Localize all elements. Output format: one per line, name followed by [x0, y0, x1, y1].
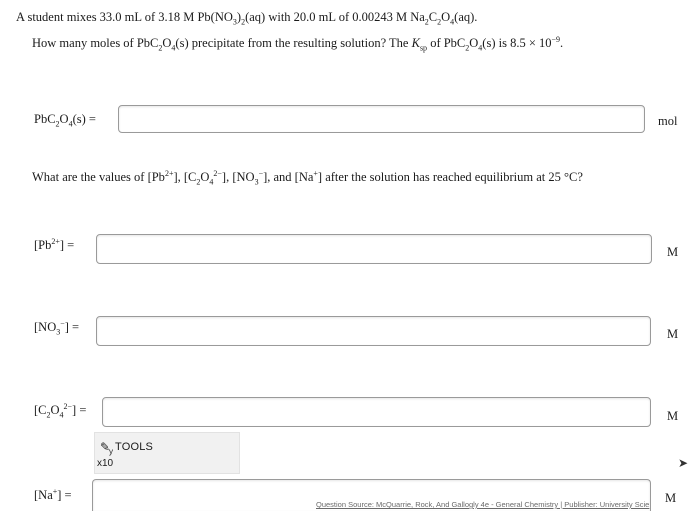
- tools-label: TOOLS: [115, 441, 154, 453]
- no3-label: $[NO_3^-]$ =: [34, 318, 80, 337]
- question-source-link[interactable]: Question Source: McQuarrie, Rock, And Gallogly 4e - General Chemistry | Publisher: University Scie: [316, 500, 650, 509]
- tools-subscript: y: [109, 447, 113, 456]
- na-label: [Na+] =: [34, 486, 72, 502]
- c2o4-label: $[C_2O_4^{2-}]$ =: [34, 401, 87, 420]
- pb-label: $[Pb^{2+}]$ =: [34, 236, 75, 252]
- moles-label: $PbC_2O_4(s)$ =: [34, 112, 96, 129]
- no3-input[interactable]: [96, 316, 651, 346]
- moles-input[interactable]: [118, 105, 645, 133]
- question-equilibrium-prompt: What are the values of $[Pb^{2+}]$, $[C_2O_4^{2-}]$, $[NO_3^-]$, and [Na+] after the solution has reached equilibrium at 25 °C?: [32, 168, 583, 187]
- na-unit: M: [665, 491, 677, 505]
- no3-unit: M: [667, 327, 679, 341]
- pen-icon: ✎: [100, 440, 111, 454]
- pb-unit: M: [667, 245, 679, 259]
- tools-scale: x10: [97, 458, 114, 469]
- c2o4-input[interactable]: [102, 397, 651, 427]
- c2o4-unit: M: [667, 409, 679, 423]
- question-moles-prompt: How many moles of $PbC_2O_4(s)$ precipitate from the resulting solution? The $K_{sp}$ of $PbC_2O_4(s)$ is $8.5 \times 10^{-9}$.: [32, 34, 564, 53]
- cursor-icon: ➤: [678, 456, 689, 470]
- question-intro: A student mixes 33.0 mL of 3.18 M $Pb(NO_3)_2(aq)$ with 20.0 mL of 0.00243 M $Na_2C_2O_4(aq)$.: [16, 10, 478, 27]
- tools-palette[interactable]: [94, 432, 240, 474]
- moles-unit: mol: [658, 114, 678, 128]
- pb-input[interactable]: [96, 234, 652, 264]
